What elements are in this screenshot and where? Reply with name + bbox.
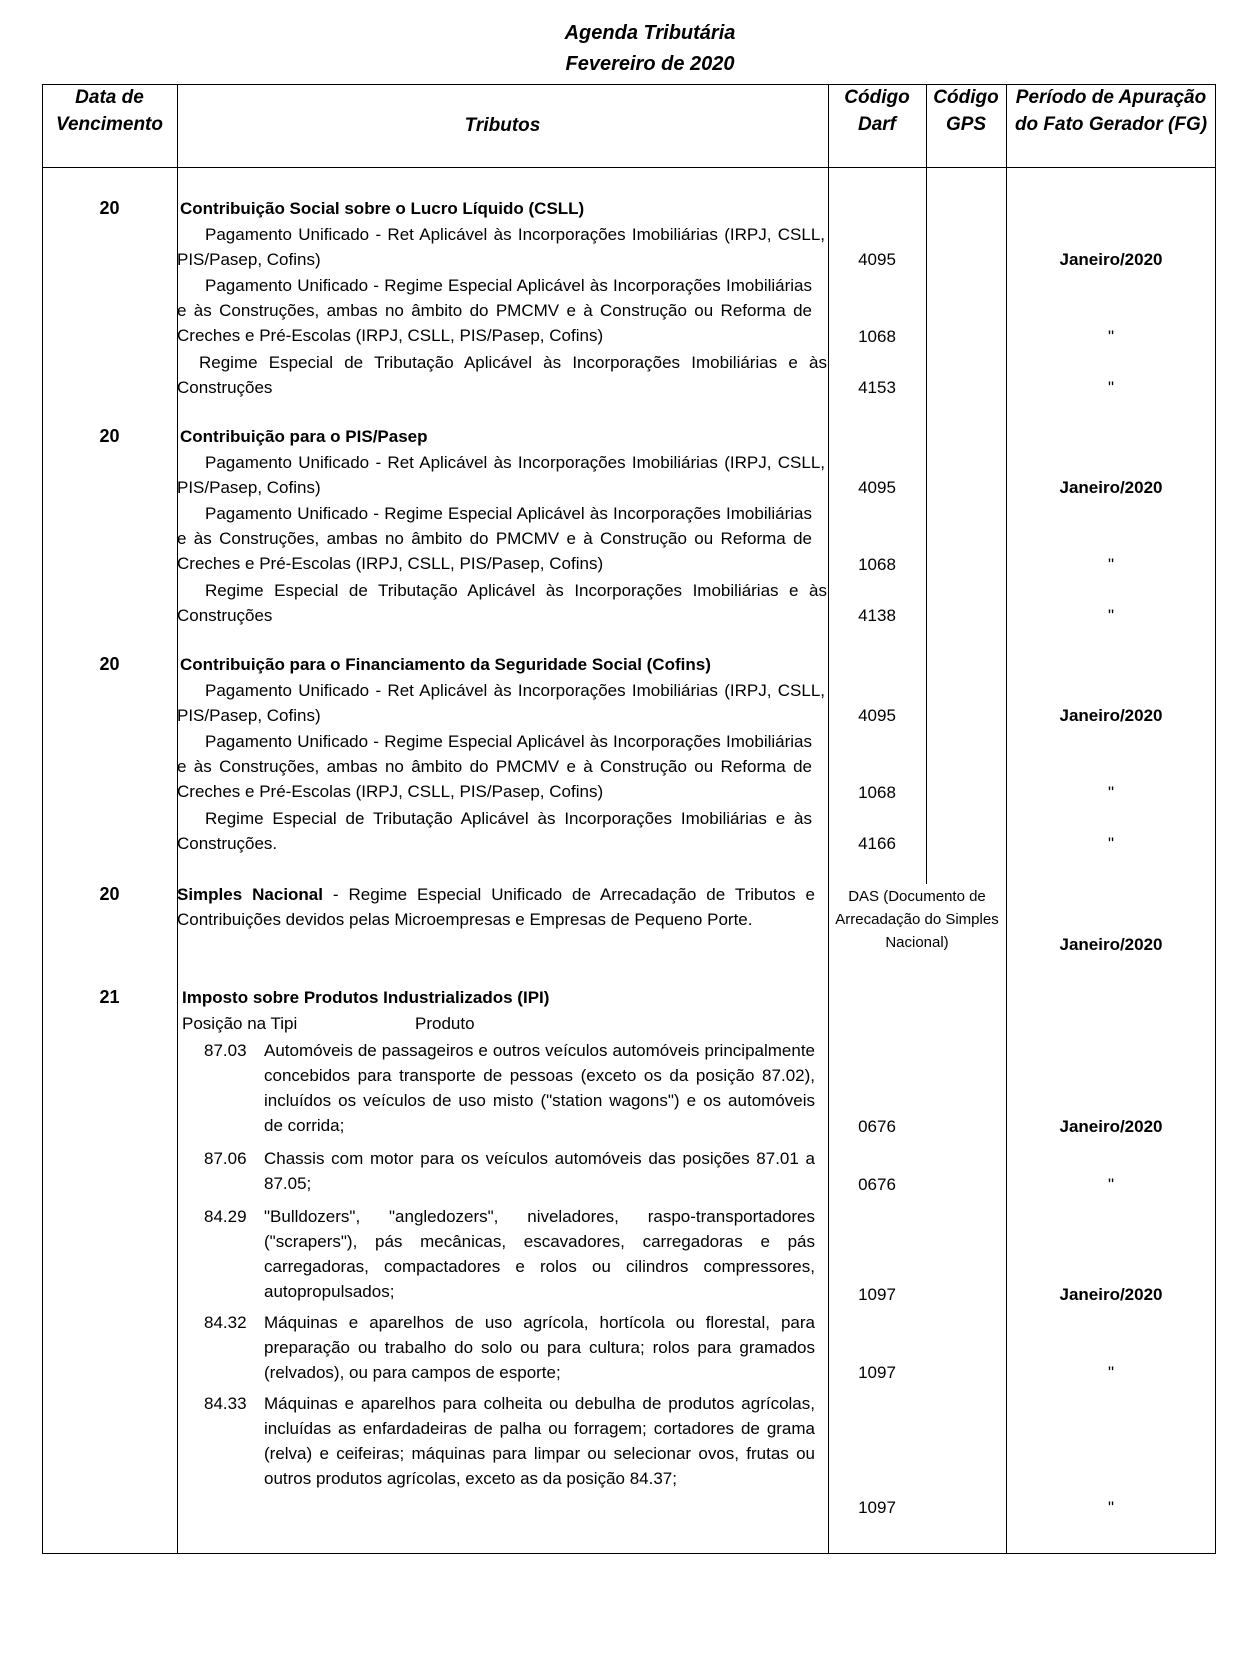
period: Janeiro/2020 bbox=[1059, 706, 1163, 725]
darf-code: 1097 bbox=[858, 1363, 896, 1382]
due-date: 20 bbox=[99, 426, 120, 446]
tax-item: Pagamento Unificado - Regime Especial Aplicável às Incorporações Imobiliárias e às Construções, ambas no âmbito do PMCMV e à Construção ou Reforma de Creches e Pré-Escolas (IRPJ, CSLL, PIS/Pasep, Cofins) bbox=[177, 732, 812, 801]
period-ditto: " bbox=[1107, 555, 1115, 574]
darf-code: 4153 bbox=[858, 378, 896, 397]
tax-item: Pagamento Unificado - Ret Aplicável às Incorporações Imobiliárias (IRPJ, CSLL, PIS/Pasep, Cofins) bbox=[177, 453, 825, 497]
tipi-position: 87.06 bbox=[204, 1149, 247, 1168]
tipi-position: 84.33 bbox=[204, 1394, 247, 1413]
tax-title: Imposto sobre Produtos Industrializados (IPI) bbox=[182, 988, 550, 1007]
page-title: Agenda Tributária bbox=[564, 22, 736, 44]
column-label-position: Posição na Tipi bbox=[182, 1014, 298, 1033]
tax-description: - Regime Especial Unificado de Arrecadação de Tributos e Contribuições devidos pelas Microempresas e Empresas de Pequeno Porte. bbox=[177, 885, 815, 929]
darf-code: 0676 bbox=[858, 1117, 896, 1136]
tax-item: Pagamento Unificado - Ret Aplicável às Incorporações Imobiliárias (IRPJ, CSLL, PIS/Pasep, Cofins) bbox=[177, 681, 825, 725]
tax-title: Contribuição para o PIS/Pasep bbox=[180, 427, 428, 446]
period: Janeiro/2020 bbox=[1059, 1285, 1163, 1304]
due-date: 21 bbox=[99, 987, 120, 1007]
period: Janeiro/2020 bbox=[1059, 478, 1163, 497]
product-description: Máquinas e aparelhos de uso agrícola, hortícola ou florestal, para preparação ou trabalho do solo ou para cultura; rolos para gramados (relvados), ou para campos de esporte; bbox=[264, 1313, 815, 1382]
darf-code: 4095 bbox=[858, 250, 896, 269]
due-date: 20 bbox=[99, 884, 120, 904]
period-ditto: " bbox=[1107, 1363, 1115, 1382]
column-label-product: Produto bbox=[415, 1014, 475, 1033]
tipi-position: 84.32 bbox=[204, 1313, 247, 1332]
tax-title: Contribuição para o Financiamento da Seguridade Social (Cofins) bbox=[180, 655, 711, 674]
tax-item: Pagamento Unificado - Ret Aplicável às Incorporações Imobiliárias (IRPJ, CSLL, PIS/Pasep, Cofins) bbox=[177, 225, 825, 269]
tax-title: Contribuição Social sobre o Lucro Líquido (CSLL) bbox=[180, 199, 585, 218]
period-ditto: " bbox=[1107, 783, 1115, 802]
darf-code: 1097 bbox=[858, 1285, 896, 1304]
period: Janeiro/2020 bbox=[1059, 250, 1163, 269]
das-code: DAS (Documento de Arrecadação do Simples Nacional) bbox=[835, 888, 999, 951]
column-divider bbox=[828, 84, 829, 1554]
due-date: 20 bbox=[99, 198, 120, 218]
tax-item: Regime Especial de Tributação Aplicável às Incorporações Imobiliárias e às Construções bbox=[177, 353, 827, 397]
header-date: Data de Vencimento bbox=[56, 87, 163, 135]
darf-code: 4095 bbox=[858, 478, 896, 497]
darf-code: 4138 bbox=[858, 606, 896, 625]
column-divider bbox=[926, 84, 927, 884]
tipi-position: 87.03 bbox=[204, 1041, 247, 1060]
tax-item bbox=[177, 882, 815, 932]
period-ditto: " bbox=[1107, 1498, 1115, 1517]
darf-code: 1068 bbox=[858, 555, 896, 574]
period-ditto: " bbox=[1107, 327, 1115, 346]
header-taxes: Tributos bbox=[464, 115, 541, 136]
darf-code: 1068 bbox=[858, 783, 896, 802]
tax-title: Simples Nacional bbox=[177, 885, 323, 904]
darf-code: 4166 bbox=[858, 834, 896, 853]
header-darf: Código Darf bbox=[844, 87, 910, 135]
page-subtitle: Fevereiro de 2020 bbox=[565, 53, 735, 75]
darf-code: 1068 bbox=[858, 327, 896, 346]
period-ditto: " bbox=[1107, 378, 1115, 397]
tax-item: Pagamento Unificado - Regime Especial Aplicável às Incorporações Imobiliárias e às Construções, ambas no âmbito do PMCMV e à Construção ou Reforma de Creches e Pré-Escolas (IRPJ, CSLL, PIS/Pasep, Cofins) bbox=[177, 504, 812, 573]
tax-item: Pagamento Unificado - Regime Especial Aplicável às Incorporações Imobiliárias e às Construções, ambas no âmbito do PMCMV e à Construção ou Reforma de Creches e Pré-Escolas (IRPJ, CSLL, PIS/Pasep, Cofins) bbox=[177, 276, 812, 345]
tax-item: Regime Especial de Tributação Aplicável às Incorporações Imobiliárias e às Construções bbox=[177, 581, 827, 625]
due-date: 20 bbox=[99, 654, 120, 674]
period: Janeiro/2020 bbox=[1059, 935, 1163, 954]
product-description: Chassis com motor para os veículos automóveis das posições 87.01 a 87.05; bbox=[264, 1149, 815, 1193]
product-description: "Bulldozers", "angledozers", niveladores, raspo-transportadores ("scrapers"), pás mecânicas, escavadores, carregadoras e pás carregadoras, compactadores e rolos ou cilindros compressores, autopropulsados; bbox=[264, 1207, 815, 1301]
darf-code: 4095 bbox=[858, 706, 896, 725]
tipi-position: 84.29 bbox=[204, 1207, 247, 1226]
darf-code: 0676 bbox=[858, 1175, 896, 1194]
column-divider bbox=[1006, 84, 1007, 1554]
period: Janeiro/2020 bbox=[1059, 1117, 1163, 1136]
period-ditto: " bbox=[1107, 606, 1115, 625]
header-period: Período de Apuração do Fato Gerador (FG) bbox=[1014, 87, 1208, 135]
header-gps: Código GPS bbox=[933, 87, 999, 135]
tax-item: Regime Especial de Tributação Aplicável às Incorporações Imobiliárias e às Construções. bbox=[177, 809, 812, 853]
product-description: Máquinas e aparelhos para colheita ou debulha de produtos agrícolas, incluídas as enfardadeiras de palha ou forragem; cortadores de grama (relva) e ceifeiras; máquinas para limpar ou selecionar ovos, frutas ou outros produtos agrícolas, exceto as da posição 84.37; bbox=[264, 1394, 815, 1488]
period-ditto: " bbox=[1107, 1175, 1115, 1194]
product-description: Automóveis de passageiros e outros veículos automóveis principalmente concebidos para transporte de pessoas (exceto os da posição 87.02), incluídos os veículos de uso misto ("station wagons") e os automóveis de corrida; bbox=[264, 1041, 815, 1135]
header-divider bbox=[42, 167, 1216, 168]
period-ditto: " bbox=[1107, 834, 1115, 853]
darf-code: 1097 bbox=[858, 1498, 896, 1517]
